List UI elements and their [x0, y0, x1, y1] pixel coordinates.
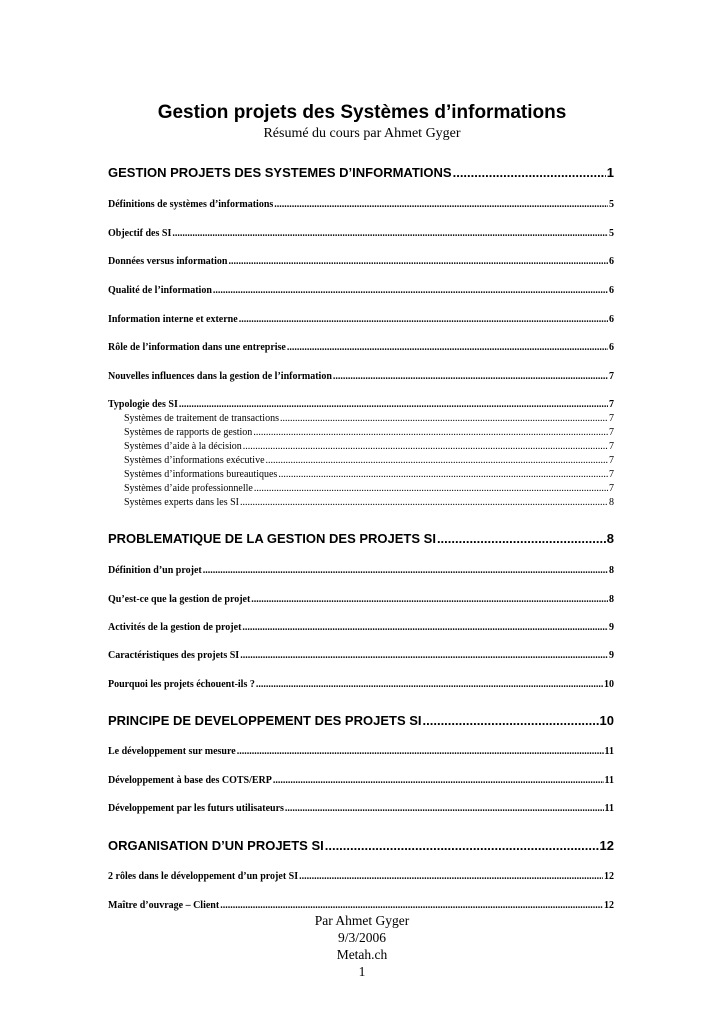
toc-heading-entry[interactable]: [108, 531, 614, 546]
toc-entry-label: Définition d’un projet: [108, 565, 202, 576]
toc-heading-entry[interactable]: [108, 713, 614, 728]
toc-dot-leader: [203, 565, 608, 576]
toc-page-number: 6: [609, 314, 614, 325]
toc-section-entry[interactable]: [108, 775, 614, 786]
toc-dot-leader: [179, 399, 608, 410]
toc-dot-leader: [280, 413, 608, 424]
toc-section-entry[interactable]: [108, 679, 614, 690]
toc-dot-leader: [273, 775, 604, 786]
toc-page-number: 5: [609, 199, 614, 210]
toc-entry-label: PROBLEMATIQUE DE LA GESTION DES PROJETS SI: [108, 531, 436, 546]
toc-dot-leader: [278, 469, 608, 480]
toc-entry-label: Systèmes de rapports de gestion: [124, 427, 253, 438]
toc-entry-label: Activités de la gestion de projet: [108, 622, 242, 633]
toc-dot-leader: [240, 650, 608, 661]
toc-dot-leader: [274, 199, 608, 210]
toc-page-number: 10: [604, 679, 614, 690]
toc-entry-label: Qu’est-ce que la gestion de projet: [108, 594, 251, 605]
toc-section-entry[interactable]: [108, 746, 614, 757]
toc-dot-leader: [237, 746, 604, 757]
toc-page-number: 7: [609, 371, 614, 382]
toc-entry-label: 2 rôles dans le développement d’un projet SI: [108, 871, 299, 882]
toc-page-number: 12: [604, 900, 614, 911]
footer-author: Par Ahmet Gyger: [314, 913, 410, 928]
toc-dot-leader: [220, 900, 603, 911]
toc-dot-leader: [423, 713, 599, 728]
toc-entry-label: Pourquoi les projets échouent-ils ?: [108, 679, 255, 690]
toc-entry-label: Nouvelles influences dans la gestion de l’information: [108, 371, 332, 382]
toc-section-entry[interactable]: [108, 399, 614, 410]
toc-section-entry[interactable]: [108, 803, 614, 814]
toc-heading-entry[interactable]: [108, 838, 614, 853]
toc-page-number: 12: [604, 871, 614, 882]
toc-page-number: 7: [609, 441, 614, 452]
toc-entry-label: PRINCIPE DE DEVELOPPEMENT DES PROJETS SI: [108, 713, 422, 728]
toc-section-entry[interactable]: [108, 342, 614, 353]
toc-entry-label: Développement par les futurs utilisateurs: [108, 803, 284, 814]
toc-page-number: 6: [609, 342, 614, 353]
toc-dot-leader: [240, 497, 608, 508]
toc-dot-leader: [299, 871, 603, 882]
toc-section-entry[interactable]: [108, 285, 614, 296]
toc-entry-label: Systèmes d’aide professionnelle: [124, 483, 253, 494]
toc-entry-label: ORGANISATION D’UN PROJETS SI: [108, 838, 324, 853]
document-title: Gestion projets des Systèmes d’informations: [157, 102, 567, 123]
toc-entry-label: Systèmes experts dans les SI: [124, 497, 239, 508]
toc-entry-label: Rôle de l’information dans une entreprise: [108, 342, 286, 353]
toc-entry-label: Développement à base des COTS/ERP: [108, 775, 272, 786]
document-subtitle: Résumé du cours par Ahmet Gyger: [263, 126, 461, 141]
toc-subsection-entry[interactable]: [108, 427, 614, 438]
toc-page-number: 6: [609, 285, 614, 296]
toc-section-entry[interactable]: [108, 199, 614, 210]
toc-entry-label: Définitions de systèmes d’informations: [108, 199, 274, 210]
toc-page-number: 7: [609, 455, 614, 466]
toc-page-number: 7: [609, 413, 614, 424]
toc-dot-leader: [239, 314, 608, 325]
toc-subsection-entry[interactable]: [108, 413, 614, 424]
toc-subsection-entry[interactable]: [108, 469, 614, 480]
toc-section-entry[interactable]: [108, 228, 614, 239]
toc-section-entry[interactable]: [108, 594, 614, 605]
toc-section-entry[interactable]: [108, 565, 614, 576]
toc-subsection-entry[interactable]: [108, 483, 614, 494]
toc-page-number: 11: [604, 803, 614, 814]
toc-dot-leader: [256, 679, 603, 690]
toc-section-entry[interactable]: [108, 622, 614, 633]
toc-entry-label: Systèmes de traitement de transactions: [124, 413, 279, 424]
toc-dot-leader: [251, 594, 608, 605]
toc-page-number: 7: [609, 399, 614, 410]
footer-date: 9/3/2006: [337, 930, 386, 945]
toc-page-number: 8: [606, 531, 614, 546]
toc-dot-leader: [333, 371, 608, 382]
toc-page-number: 11: [604, 775, 614, 786]
toc-dot-leader: [253, 427, 608, 438]
toc-dot-leader: [242, 622, 608, 633]
toc-page-number: 7: [609, 427, 614, 438]
toc-dot-leader: [243, 441, 608, 452]
toc-entry-label: Information interne et externe: [108, 314, 238, 325]
toc-entry-label: Données versus information: [108, 256, 228, 267]
toc-entry-label: Objectif des SI: [108, 228, 172, 239]
toc-dot-leader: [325, 838, 599, 853]
toc-entry-label: Systèmes d’informations bureautiques: [124, 469, 278, 480]
footer-site: Metah.ch: [336, 947, 388, 962]
toc-subsection-entry[interactable]: [108, 441, 614, 452]
toc-page-number: 8: [609, 497, 614, 508]
toc-page-number: 1: [606, 165, 614, 180]
toc-section-entry[interactable]: [108, 900, 614, 911]
toc-page-number: 9: [609, 650, 614, 661]
toc-dot-leader: [172, 228, 608, 239]
toc-dot-leader: [254, 483, 608, 494]
toc-section-entry[interactable]: [108, 871, 614, 882]
toc-entry-label: Systèmes d’informations exécutive: [124, 455, 265, 466]
toc-subsection-entry[interactable]: [108, 455, 614, 466]
toc-page-number: 5: [609, 228, 614, 239]
toc-section-entry[interactable]: [108, 650, 614, 661]
toc-page-number: 12: [599, 838, 614, 853]
toc-dot-leader: [266, 455, 608, 466]
toc-dot-leader: [453, 165, 606, 180]
toc-page-number: 8: [609, 565, 614, 576]
toc-section-entry[interactable]: [108, 256, 614, 267]
toc-entry-label: GESTION PROJETS DES SYSTEMES D’INFORMATIONS: [108, 165, 452, 180]
toc-page-number: 10: [599, 713, 614, 728]
toc-page-number: 11: [604, 746, 614, 757]
toc-entry-label: Systèmes d’aide à la décision: [124, 441, 242, 452]
toc-entry-label: Maître d’ouvrage – Client: [108, 900, 220, 911]
toc-page-number: 7: [609, 469, 614, 480]
page-footer: [0, 912, 724, 980]
toc-page-number: 9: [609, 622, 614, 633]
toc-section-entry[interactable]: [108, 314, 614, 325]
toc-page-number: 8: [609, 594, 614, 605]
toc-page-number: 6: [609, 256, 614, 267]
toc-heading-entry[interactable]: [108, 165, 614, 180]
toc-dot-leader: [213, 285, 608, 296]
toc-section-entry[interactable]: [108, 371, 614, 382]
toc-entry-label: Qualité de l’information: [108, 285, 212, 296]
toc-dot-leader: [285, 803, 604, 814]
footer-page-number: 1: [358, 964, 366, 979]
toc-subsection-entry[interactable]: [108, 497, 614, 508]
toc-entry-label: Typologie des SI: [108, 399, 178, 410]
toc-dot-leader: [228, 256, 608, 267]
toc-entry-label: Le développement sur mesure: [108, 746, 236, 757]
toc-page-number: 7: [609, 483, 614, 494]
toc-dot-leader: [437, 531, 606, 546]
toc-entry-label: Caractéristiques des projets SI: [108, 650, 240, 661]
toc-dot-leader: [287, 342, 608, 353]
